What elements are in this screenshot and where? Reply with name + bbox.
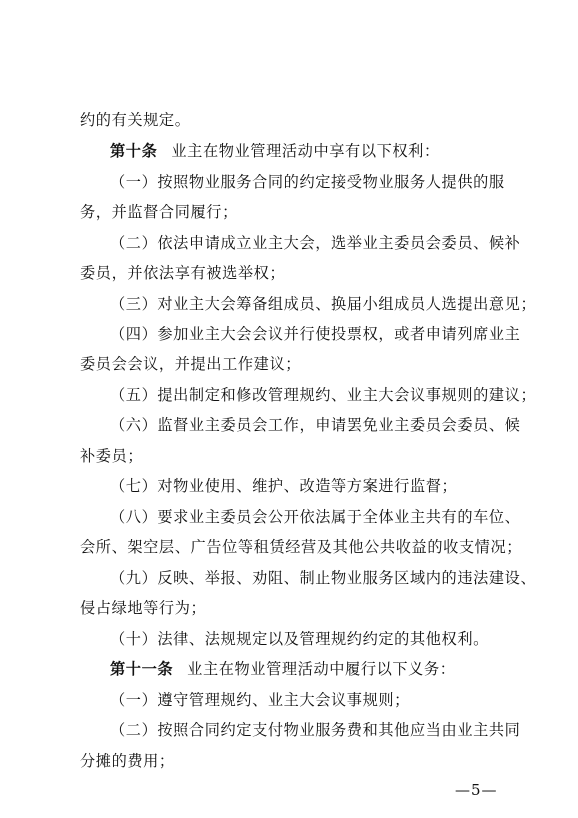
line-text: 务，并监督合同履行； bbox=[80, 203, 238, 221]
text-line bbox=[110, 324, 520, 344]
line-text: （六）监督业主委员会工作，申请罢免业主委员会委员、候 bbox=[110, 416, 521, 434]
article-label: 第十条 bbox=[110, 142, 158, 160]
text-line bbox=[110, 476, 520, 496]
line-text: （一）按照物业服务合同的约定接受物业服务人提供的服 bbox=[110, 173, 505, 191]
page-number: —5— bbox=[455, 781, 498, 799]
line-text: 分摊的费用； bbox=[80, 752, 175, 770]
text-line bbox=[110, 172, 520, 192]
text-line bbox=[110, 385, 537, 405]
line-text: 约的有关规定。 bbox=[80, 111, 191, 129]
line-text: 委员，并依法享有被选举权； bbox=[80, 264, 286, 282]
text-line bbox=[80, 598, 520, 618]
text-line bbox=[80, 354, 520, 374]
line-text: （一）遵守管理规约、业主大会议事规则； bbox=[110, 691, 410, 709]
article-label: 第十一条 bbox=[110, 660, 174, 678]
line-text: 委员会会议，并提出工作建议； bbox=[80, 355, 302, 373]
line-text: 业主在物业管理活动中享有以下权利： bbox=[171, 142, 440, 160]
text-line bbox=[110, 720, 520, 740]
line-text: 会所、架空层、广告位等租赁经营及其他公共收益的收支情况； bbox=[80, 538, 523, 556]
text-line bbox=[80, 446, 520, 466]
text-line bbox=[110, 233, 520, 253]
line-text: （二）按照合同约定支付物业服务费和其他应当由业主共同 bbox=[110, 721, 521, 739]
text-line bbox=[80, 110, 520, 130]
text-line bbox=[110, 415, 520, 435]
text-line bbox=[80, 263, 520, 283]
line-text: 侵占绿地等行为； bbox=[80, 599, 207, 617]
text-line bbox=[110, 294, 537, 314]
line-text: （十）法律、法规规定以及管理规约约定的其他权利。 bbox=[110, 630, 489, 648]
line-text: （三）对业主大会筹备组成员、换届小组成员人选提出意见； bbox=[110, 295, 537, 313]
line-text: 补委员； bbox=[80, 447, 144, 465]
line-text: （二）依法申请成立业主大会，选举业主委员会委员、候补 bbox=[110, 234, 521, 252]
text-line bbox=[80, 537, 523, 557]
text-line bbox=[110, 568, 537, 588]
line-text: （九）反映、举报、劝阻、制止物业服务区域内的违法建设、 bbox=[110, 569, 537, 587]
text-line bbox=[80, 202, 520, 222]
text-line bbox=[110, 507, 520, 527]
line-text: 业主在物业管理活动中履行以下义务： bbox=[187, 660, 456, 678]
line-text: （四）参加业主大会会议并行使投票权，或者申请列席业主 bbox=[110, 325, 521, 343]
text-line bbox=[110, 690, 520, 710]
text-line bbox=[80, 751, 520, 771]
line-text: （八）要求业主委员会公开依法属于全体业主共有的车位、 bbox=[110, 508, 521, 526]
line-text: （七）对物业使用、维护、改造等方案进行监督； bbox=[110, 477, 458, 495]
article-heading bbox=[110, 141, 520, 161]
line-text: （五）提出制定和修改管理规约、业主大会议事规则的建议； bbox=[110, 386, 537, 404]
article-heading bbox=[110, 659, 520, 679]
text-line bbox=[110, 629, 520, 649]
